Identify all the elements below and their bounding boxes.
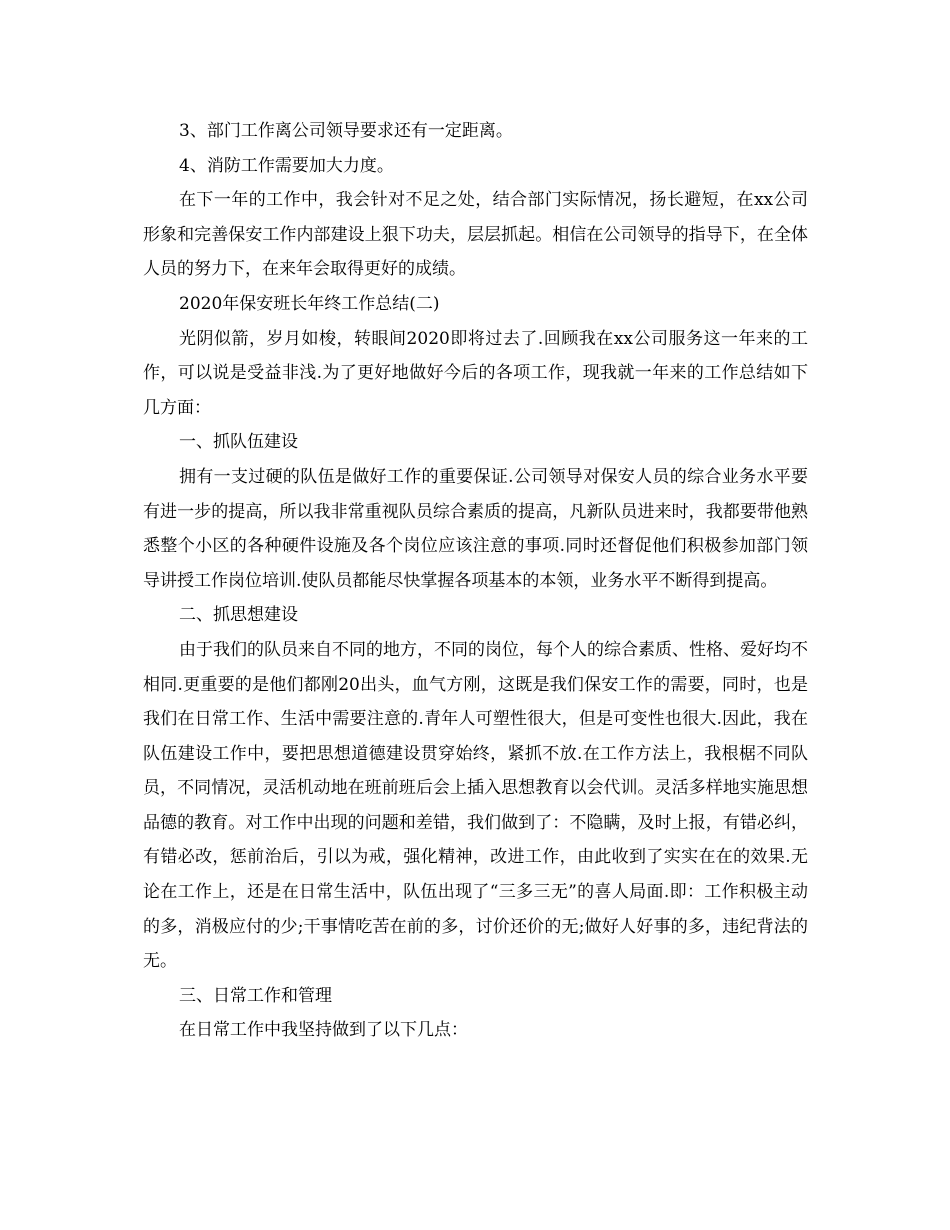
heading-team-building: 一、抓队伍建设: [179, 432, 298, 453]
paragraph-ideology-building: 由于我们的队员来自不同的地方，不同的岗位，每个人的综合素质、性格、爱好均不相同.更重要的是他们都刚20出头，血气方刚，这既是我们保安工作的需要，同时，也是我们在日常工作、生活中需要注意的.青年人可塑性很大，但是可变性也很大.因此，我在队伍建设工作中，要把思想道德建设贯穿始终，紧抓不放.在工作方法上，我根椐不同队员，不同情况，灵活机动地在班前班后会上插入思想教育以会代训。灵活多样地实施思想品德的教育。对工作中出现的问题和差错，我们做到了：不隐瞒，及时上报，有错必纠，有错必改，惩前治后，引以为戒，强化精神，改进工作，由此收到了实实在在的效果.无论在工作上，还是在日常生活中，队伍出现了“三多三无”的喜人局面.即：工作积极主动的多，消极应付的少;干事情吃苦在前的多，讨价还价的无;做好人好事的多，违纪背法的无。: [143, 639, 808, 972]
document-body: [143, 114, 808, 1048]
paragraph-item-3: 3、部门工作离公司领导要求还有一定距离。: [179, 121, 513, 141]
heading-daily-work: 三、日常工作和管理: [179, 985, 332, 1006]
paragraph-item-4: 4、消防工作需要加大力度。: [179, 155, 394, 176]
paragraph-team-building: 拥有一支过硬的队伍是做好工作的重要保证.公司领导对保安人员的综合业务水平要有进一步的提高，所以我非常重视队员综合素质的提高，凡新队员进来时，我都要带他熟悉整个小区的各种硬件设施及各个岗位应该注意的事项.同时还督促他们积极参加部门领导讲授工作岗位培训.使队员都能尽快掌握各项基本的本领，业务水平不断得到提高。: [143, 466, 808, 591]
section-title: 2020年保安班长年终工作总结(二): [179, 293, 440, 314]
paragraph-daily-work: 在日常工作中我坚持做到了以下几点：: [179, 1020, 468, 1041]
paragraph-intro: 光阴似箭，岁月如梭，转眼间2020即将过去了.回顾我在xx公司服务这一年来的工作，可以说是受益非浅.为了更好地做好今后的各项工作，现我就一年来的工作总结如下几方面：: [143, 328, 808, 418]
heading-ideology-building: 二、抓思想建设: [179, 605, 298, 626]
paragraph-next-year-plan: 在下一年的工作中，我会针对不足之处，结合部门实际情况，扬长避短，在xx公司形象和完善保安工作内部建设上狠下功夫，层层抓起。相信在公司领导的指导下，在全体人员的努力下，在来年会取得更好的成绩。: [143, 190, 808, 280]
